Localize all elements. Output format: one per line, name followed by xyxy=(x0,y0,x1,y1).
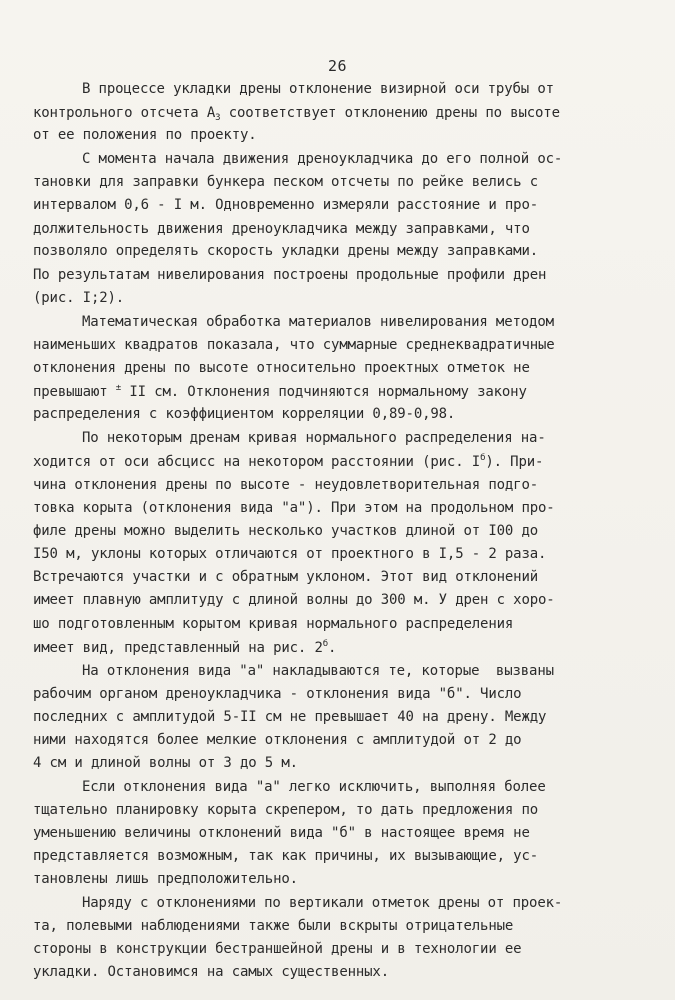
text-line: имеет плавную амплитуду с длиной волны до 300 м. У дрен с хоро- xyxy=(33,592,555,608)
text-line xyxy=(33,639,336,656)
text-line: должительность движения дреноукладчика между заправками, что xyxy=(33,221,530,237)
text-line: укладки. Остановимся на самых существенных. xyxy=(33,964,389,980)
text-line: На отклонения вида "а" накладываются те, которые вызваны xyxy=(82,663,554,679)
text-line: тановлены лишь предположительно. xyxy=(33,871,298,887)
text-segment: имеет вид, представленный на рис. 2 xyxy=(33,640,323,656)
text-line: представляется возможным, так как причины, их вызывающие, ус- xyxy=(33,848,539,864)
text-line: интервалом 0,6 - I м. Одновременно измеряли расстояние и про- xyxy=(33,197,539,213)
text-line: позволяло определять скорость укладки дрены между заправками. xyxy=(33,243,539,259)
text-segment: соответствует отклонению дрены по высоте xyxy=(220,105,560,121)
text-line: Математическая обработка материалов нивелирования методом xyxy=(82,314,554,330)
text-line: уменьшению величины отклонений вида "б" в настоящее время не xyxy=(33,825,530,841)
text-line: рабочим органом дреноукладчика - отклонения вида "б". Число xyxy=(33,686,522,702)
text-line: 4 см и длиной волны от 3 до 5 м. xyxy=(33,755,298,771)
superscript: б xyxy=(480,453,486,463)
text-line: С момента начала движения дреноукладчика до его полной ос- xyxy=(82,151,563,167)
text-segment: . xyxy=(328,640,337,656)
text-line: I50 м, уклоны которых отличаются от проектного в I,5 - 2 раза. xyxy=(33,546,547,562)
text-line: По результатам нивелирования построены продольные профили дрен xyxy=(33,267,547,283)
superscript: б xyxy=(322,639,329,649)
text-line: филе дрены можно выделить несколько участков длиной от I00 до xyxy=(33,523,539,539)
text-segment: ). При- xyxy=(485,454,544,470)
text-line: наименьших квадратов показала, что суммарные среднеквадратичные xyxy=(33,337,555,353)
text-line: распределения с коэффициентом корреляции 0,89-0,98. xyxy=(33,406,456,422)
text-line: По некоторым дренам кривая нормального распределения на- xyxy=(82,430,546,446)
text-line: шо подготовленным корытом кривая нормального распределения xyxy=(33,616,514,632)
text-segment: контрольного отсчета А xyxy=(33,105,216,121)
text-line: товка корыта (отклонения вида "а"). При этом на продольном про- xyxy=(33,500,555,516)
text-line xyxy=(33,383,527,400)
subscript: 3 xyxy=(215,113,221,123)
text-line: ними находятся более мелкие отклонения с амплитудой от 2 до xyxy=(33,732,522,748)
text-line: тщательно планировку корыта скрепером, то дать предложения по xyxy=(33,802,539,818)
text-line: стороны в конструкции бестраншейной дрены и в технологии ее xyxy=(33,941,522,957)
text-line: тановки для заправки бункера песком отсчеты по рейке велись с xyxy=(33,174,539,190)
text-segment: ходится от оси абсцисс на некотором расстоянии (рис. I xyxy=(33,454,481,470)
text-line: Встречаются участки и с обратным уклоном. Этот вид отклонений xyxy=(33,569,539,585)
text-segment: превышают xyxy=(33,384,116,400)
text-line: та, полевыми наблюдениями также были вскрыты отрицательные xyxy=(33,918,514,934)
text-line: В процессе укладки дрены отклонение визирной оси трубы от xyxy=(82,81,554,97)
text-line: (рис. I;2). xyxy=(33,290,125,306)
text-line: отклонения дрены по высоте относительно проектных отметок не xyxy=(33,360,530,376)
text-line: от ее положения по проекту. xyxy=(33,127,257,143)
text-line: Если отклонения вида "а" легко исключить, выполняя более xyxy=(82,779,546,795)
text-segment: II см. Отклонения подчиняются нормальному закону xyxy=(121,384,527,400)
page-number: 26 xyxy=(327,57,348,75)
text-line: последних с амплитудой 5-II см не превышает 40 на дрену. Между xyxy=(33,709,547,725)
text-line: чина отклонения дрены по высоте - неудовлетворительная подго- xyxy=(33,477,539,493)
text-line: Наряду с отклонениями по вертикали отметок дрены от проек- xyxy=(82,895,563,911)
text-line xyxy=(33,453,543,470)
superscript: ± xyxy=(115,383,122,393)
text-line xyxy=(33,105,560,123)
